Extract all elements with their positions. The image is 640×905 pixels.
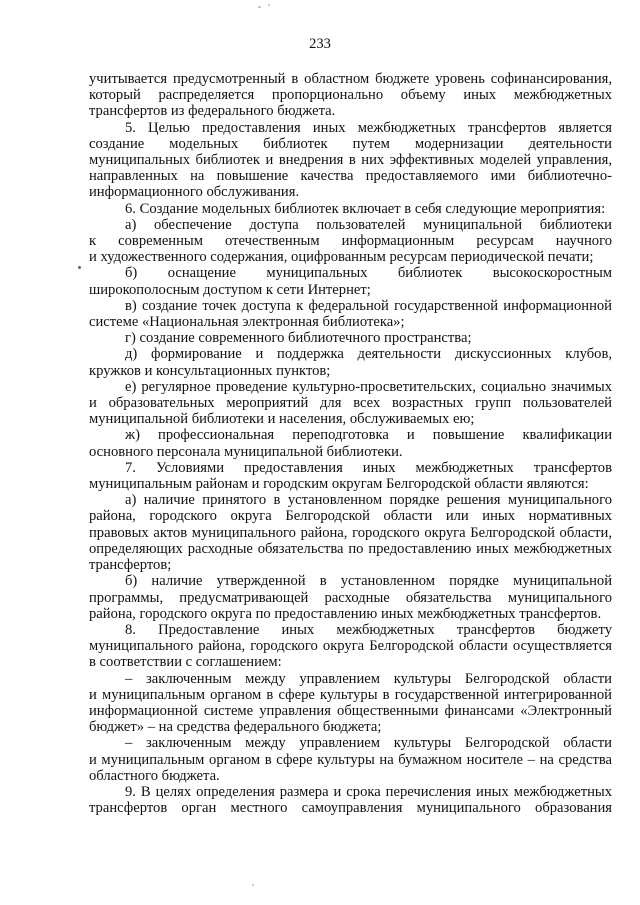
scan-speck [258,6,261,8]
text-line: областного бюджета. [89,767,220,784]
text-line: района, городского округа Белгородской области или иных нормативных [89,508,612,525]
text-line: – заключенным между управлением культуры Белгородской области [125,735,612,752]
text-line: широкополосным доступом к сети Интернет; [89,281,371,298]
text-line: кружков и консультационных пунктов; [89,362,331,379]
text-line: района, городского округа по предоставлению иных межбюджетных трансфертов. [89,605,602,622]
text-line: 6. Создание модельных библиотек включает в себя следующие мероприятия: [125,200,606,217]
text-line: ж) профессиональная переподготовка и повышение квалификации [125,427,612,444]
text-line: муниципальных библиотек и внедрения в них эффективных моделей управления, [89,152,612,169]
document-body [89,71,612,816]
text-line: муниципального района, городского округа Белгородской области осуществляется [89,638,612,655]
text-line: 8. Предоставление иных межбюджетных трансфертов бюджету [125,621,612,638]
scan-speck [78,266,81,269]
text-line: б) оснащение муниципальных библиотек высокоскоростным [125,265,612,282]
page-number: 233 [309,36,331,52]
text-line: и образовательных мероприятий для всех возрастных групп пользователей [89,395,612,412]
text-line: 9. В целях определения размера и срока перечисления иных межбюджетных [125,783,612,800]
text-line: 7. Условиями предоставления иных межбюджетных трансфертов [125,459,612,476]
text-line: а) обеспечение доступа пользователей муниципальной библиотеки [125,216,612,233]
text-line: направленных на повышение качества предоставляемого ими библиотечно- [89,168,612,185]
text-line: и муниципальным органом в сфере культуры в государственной интегрированной [89,686,612,703]
text-line: бюджет» – на средства федерального бюджета; [89,719,382,736]
scan-speck [268,4,270,6]
text-line: трансфертов орган местного самоуправления муниципального образования [89,800,612,817]
text-line: правовых актов муниципального района, городского округа Белгородской области, [89,524,612,541]
text-line: учитывается предусмотренный в областном бюджете уровень софинансирования, [89,71,612,87]
text-line: который распределяется пропорционально объему иных межбюджетных [89,87,612,104]
text-line: трансфертов из федерального бюджета. [89,103,336,120]
text-line: в соответствии с соглашением: [89,654,282,671]
text-line: – заключенным между управлением культуры Белгородской области [125,670,612,687]
text-line: г) создание современного библиотечного пространства; [125,330,472,347]
text-line: е) регулярное проведение культурно-просветительских, социально значимых [125,378,612,395]
scan-speck [252,884,254,886]
text-line: к современным отечественным информационным ресурсам научного [89,233,612,250]
text-line: д) формирование и поддержка деятельности дискуссионных клубов, [125,346,612,363]
text-line: определяющих расходные обязательства по предоставлению иных межбюджетных [89,540,612,557]
text-line: и художественного содержания, оцифрованным ресурсам периодической печати; [89,249,594,266]
text-line: информационного обслуживания. [89,184,300,201]
text-line: основного персонала муниципальной библиотеки. [89,443,403,460]
text-line: 5. Целью предоставления иных межбюджетных трансфертов является [125,119,612,136]
text-line: в) создание точек доступа к федеральной государственной информационной [125,297,612,314]
text-line: муниципальным районам и городским округам Белгородской области являются: [89,476,589,493]
text-line: а) наличие принятого в установленном порядке решения муниципального [125,492,612,509]
text-line: системе «Национальная электронная библиотека»; [89,314,405,331]
text-line: программы, предусматривающей расходные обязательства муниципального [89,589,612,606]
text-line: б) наличие утвержденной в установленном порядке муниципальной [125,573,612,590]
text-line: и муниципальным органом в сфере культуры на бумажном носителе – на средства [89,751,612,768]
text-line: муниципальной библиотеки и населения, обслуживаемых ею; [89,411,475,428]
text-line: трансфертов; [89,557,172,574]
text-line: информационной системе управления общественными финансами «Электронный [89,702,612,719]
text-line: создание модельных библиотек путем модернизации деятельности [89,135,612,152]
